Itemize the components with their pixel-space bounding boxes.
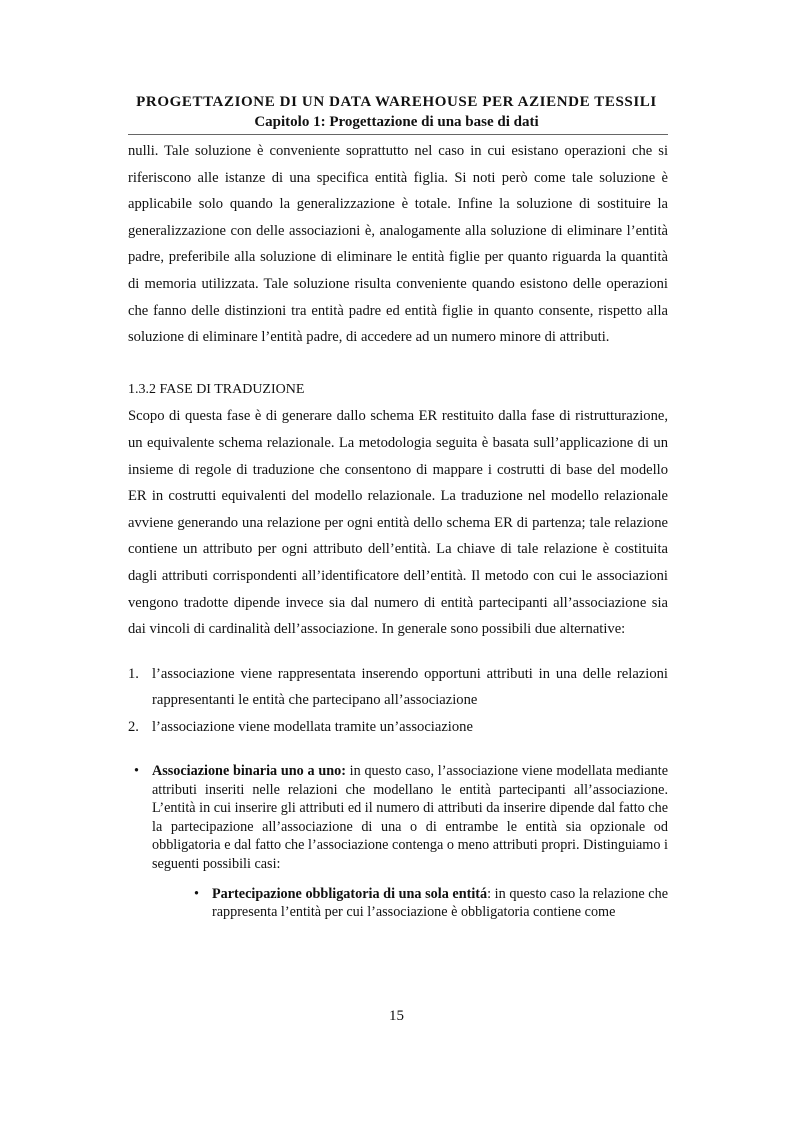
list-item xyxy=(128,714,668,741)
bullet-title: Partecipazione obbligatoria di una sola entitá xyxy=(212,885,488,902)
list-item xyxy=(128,661,668,714)
running-header-chapter: Capitolo 1: Progettazione di una base di dati xyxy=(254,114,539,130)
list-number: 1. xyxy=(128,665,139,682)
bullet-item-mandatory-participation xyxy=(152,885,668,922)
numbered-list xyxy=(128,661,668,741)
bullet-item-binary-one-to-one xyxy=(128,762,668,921)
page-number: 15 xyxy=(389,1008,404,1024)
list-item-text: l’associazione viene modellata tramite un’associazione xyxy=(152,718,473,735)
paragraph-generalization: nulli. Tale soluzione è conveniente soprattutto nel caso in cui esistano operazioni che si riferiscono alle istanze di una specifica entità figlia. Si noti però come tale soluzione è applicabile solo quando la generalizzazione è totale. Infine la soluzione di sostituire la generalizzazione con delle associazioni è, analogamente alla soluzione di eliminare l’entità padre, preferibile alla soluzione di eliminare le entità figlie per quanto riguarda la quantità di memoria utilizzata. Tale soluzione risulta conveniente quando esistono delle operazioni che fanno delle distinzioni tra entità padre ed entità figlie in quanto consente, rispetto alla soluzione di eliminare l’entità padre, di accedere ad un numero minore di attributi. xyxy=(128,143,668,346)
bullet-text: : in questo caso la relazione che rappresenta l’entità per cui l’associazione è obbligatoria contiene come xyxy=(212,885,668,921)
bullet-list xyxy=(128,762,668,921)
bullet-icon: • xyxy=(194,885,199,902)
bullet-icon: • xyxy=(134,763,139,780)
running-header-title: PROGETTAZIONE DI UN DATA WAREHOUSE PER AZIENDE TESSILI xyxy=(136,94,657,110)
bullet-text: in questo caso, l’associazione viene modellata mediante attributi inseriti nelle relazioni che modellano le entità partecipanti all’associazione. L’entità in cui inserire gli attributi ed il numero di attributi da inserire dipende dal fatto che la partecipazione all’associazione di una o di entrambe le entità sia opzionale od obbligatoria e dal fatto che l’associazione contenga o meno attributi propri. Distinguiamo i seguenti possibili casi: xyxy=(152,763,669,872)
list-number: 2. xyxy=(128,718,139,735)
list-item-text: l’associazione viene rappresentata inserendo opportuni attributi in una delle relazioni rappresentanti le entità che partecipano all’associazione xyxy=(152,665,668,709)
paragraph-translation: Scopo di questa fase è di generare dallo schema ER restituito dalla fase di ristrutturazione, un equivalente schema relazionale. La metodologia seguita è basata sull’applicazione di un insieme di regole di traduzione che consentono di mappare i costrutti di base del modello ER in costrutti equivalenti del modello relazionale. La traduzione nel modello relazionale avviene generando una relazione per ogni entità dello schema ER di partenza; tale relazione contiene un attributo per ogni attributo dell’entità. La chiave di tale relazione è costituita dagli attributi corrispondenti all’identificatore dell’entità. Il metodo con cui le associazioni vengono tradotte dipende invece sia dal numero di entità partecipanti all’associazione sia dai vincoli di cardinalità dell’associazione. In generale sono possibili due alternative: xyxy=(128,408,668,638)
section-heading: 1.3.2 FASE DI TRADUZIONE xyxy=(128,381,305,397)
header-rule xyxy=(128,134,668,135)
nested-bullet-list xyxy=(152,885,668,922)
bullet-title: Associazione binaria uno a uno: xyxy=(152,763,346,780)
body-text xyxy=(128,138,668,922)
